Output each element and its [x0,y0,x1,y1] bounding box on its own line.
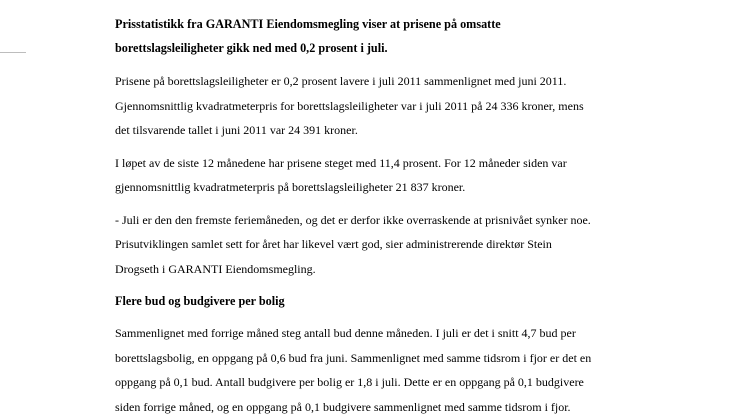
paragraph-quote [115,208,675,282]
paragraph-line: Sammenlignet med forrige måned steg antall bud denne måneden. I juli er det i snitt 4,7 bud per [115,326,576,340]
paragraph-line: oppgang på 0,1 bud. Antall budgivere per bolig er 1,8 i juli. Dette er en oppgang på 0,1 budgivere [115,375,584,389]
paragraph-line: Prisutviklingen samlet sett for året har likevel vært god, sier administrerende direktør Stein [115,237,552,251]
article-lede [115,12,675,60]
paragraph-line: I løpet av de siste 12 månedene har prisene steget med 11,4 prosent. For 12 måneder siden var [115,155,567,170]
paragraph-bids [115,321,675,419]
lede-line: borettslagsleiligheter gikk ned med 0,2 prosent i juli. [115,41,388,55]
paragraph-line: Gjennomsnittlig kvadratmeterpris for borettslagsleiligheter var i juli 2011 på 24 336 kroner, mens [115,98,584,113]
paragraph-line: Drogseth i GARANTI Eiendomsmegling. [115,261,316,276]
paragraph-yearly-change [115,151,675,200]
paragraph-line: Prisene på borettslagsleiligheter er 0,2 prosent lavere i juli 2011 sammenlignet med juni 2011. [115,74,567,88]
lede-line: Prisstatistikk fra GARANTI Eiendomsmegling viser at prisene på omsatte [115,17,501,31]
paragraph-price-change [115,69,675,143]
margin-divider [0,52,26,53]
paragraph-line: det tilsvarende tallet i juni 2011 var 24 391 kroner. [115,123,358,137]
paragraph-line: siden forrige måned, og en oppgang på 0,1 budgivere sammenlignet med samme tidsrom i fjor. [115,399,571,414]
paragraph-line: - Juli er den den fremste feriemåneden, og det er derfor ikke overraskende at prisnivået synker noe. [115,212,591,227]
article-body [115,12,675,419]
paragraph-line: borettslagsbolig, en oppgang på 0,6 bud fra juni. Sammenlignet med samme tidsrom i fjor er det en [115,350,592,365]
section-heading: Flere bud og budgivere per bolig [115,294,285,308]
paragraph-line: gjennomsnittlig kvadratmeterpris på borettslagsleiligheter 21 837 kroner. [115,180,466,194]
